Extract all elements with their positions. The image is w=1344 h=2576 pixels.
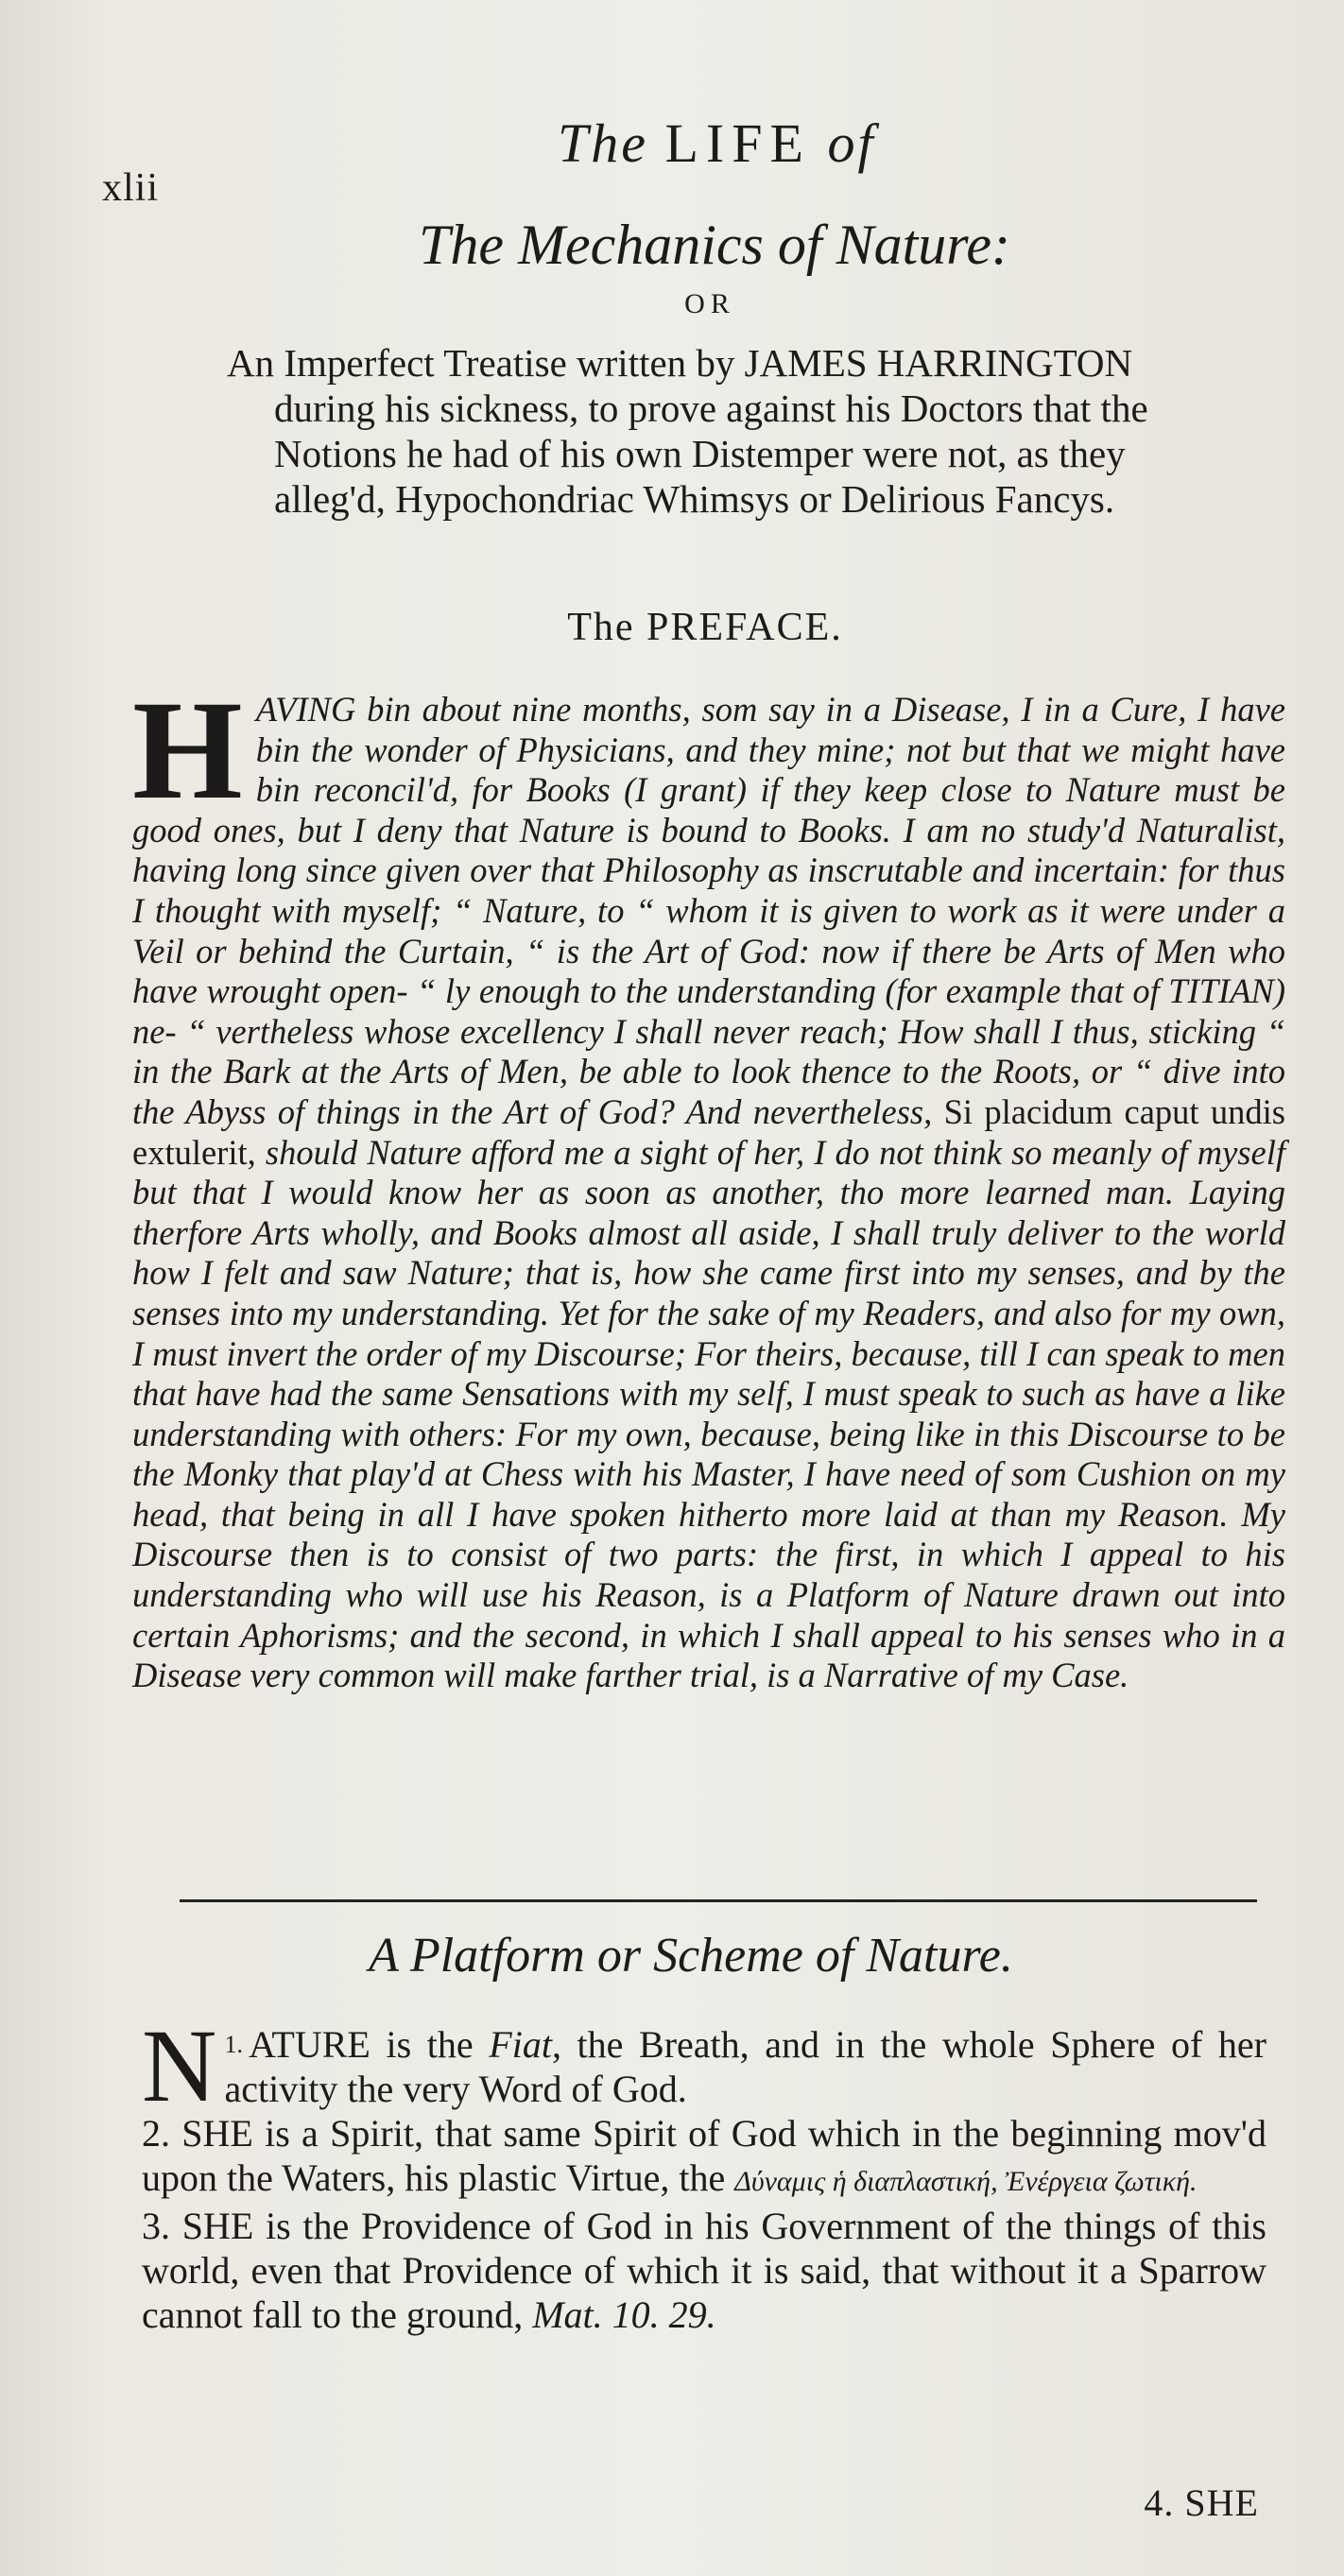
running-head-the: The [558, 112, 648, 174]
preface-text-part2: should Nature afford me a sight of her, I do not think so meanly of myself but that I would know her as soon as another, tho more learned man. Laying therfore Arts wholly, and Books almost all aside, I shall truly deliver to the world how I felt and saw Nature; that is, how she came first into my senses, and by the senses into my understanding. Yet for the sake of my Readers, and also for my own, I must invert the order of my Discourse; For theirs, because, till I can speak to men that have had the same Sensations with my self, I must speak to such as have a like understanding with others: For my own, because, being like in this Discourse to be the Monky that play'd at Chess with his Master, I have need of som Cushion on my head, that being in all I have spoken hitherto more laid at than my Reason. My Discourse then is to consist of two parts: the first, in which I appeal to his understanding who will use his Reason, is a Platform of Nature drawn out into certain Aphorisms; and the second, in which I shall appeal to his senses who in a Disease very common will make farther trial, is a Narrative of my Case. [132, 1132, 1285, 1695]
aphorism-number: 1. [224, 2031, 243, 2058]
aphorism-greek: Δύναμις ἡ διαπλαστική, Ἐνέργεια ζωτική. [734, 2166, 1198, 2197]
aphorism-text: ATURE is the [248, 2023, 490, 2066]
aphorism-dropcap: N [142, 2008, 217, 2123]
running-head-life: LIFE [664, 112, 811, 174]
preface-heading: The PREFACE. [567, 606, 843, 649]
aphorisms-list [142, 2008, 1266, 2337]
subtitle-line: An Imperfect Treatise written by JAMES HARRINGTON [227, 341, 1133, 385]
preface-body [132, 672, 1285, 1696]
preface-dropcap: H [132, 672, 243, 829]
aphorism-2 [142, 2111, 1266, 2204]
platform-heading: A Platform or Scheme of Nature. [369, 1929, 1013, 1983]
aphorism-fiat: Fiat [489, 2023, 552, 2066]
subtitle-line: during his sickness, to prove against his Doctors that the [274, 386, 1148, 430]
preface-latin-quote: Si placidum caput undis extulerit, [132, 1091, 1285, 1172]
running-head-of: of [827, 112, 876, 174]
page-number: xlii [102, 166, 160, 210]
aphorism-text: , the Breath, and in the whole Sphere of her activity the very Word of God. [224, 2023, 1266, 2110]
aphorism-reference: Mat. 10. 29. [532, 2293, 716, 2336]
title-or: OR [684, 288, 735, 319]
aphorism-1 [142, 2008, 1266, 2123]
subtitle-line: alleg'd, Hypochondriac Whimsys or Delirious Fancys. [274, 477, 1115, 521]
treatise-subtitle [217, 340, 1276, 522]
catchword: 4. SHE [1144, 2482, 1259, 2524]
aphorism-text: 3. SHE is the Providence of God in his Government of the things of this world, even that Providence of which it is said, that without it a Sparrow cannot fall to the ground, [142, 2205, 1266, 2336]
subtitle-line: Notions he had of his own Distemper were not, as they [274, 432, 1126, 475]
section-divider [180, 1899, 1257, 1902]
preface-text-part1: AVING bin about nine months, som say in a Disease, I in a Cure, I have bin the wonder of Physicians, and they mine; not but that we might have bin reconcil'd, for Books (I grant) if they keep close to Nature must be good ones, but I deny that Nature is bound to Books. I am no study'd Naturalist, having long since given over that Philosophy as inscrutable and incertain: for thus I thought with myself; “ Nature, to “ whom it is given to work as it were under a Veil or behind the Curtain, “ is the Art of God: now if there be Arts of Men who have wrought open- “ ly enough to the understanding (for example that of TITIAN) ne- “ vertheless whose excellency I shall never reach; How shall I thus, sticking “ in the Bark at the Arts of Men, be able to look thence to the Roots, or “ dive into the Abyss of things in the Art of God? And nevertheless, [132, 690, 1285, 1131]
running-head [558, 112, 876, 175]
aphorism-3 [142, 2204, 1266, 2337]
treatise-title: The Mechanics of Nature: [419, 214, 1010, 276]
aphorism-text: 2. SHE is a Spirit, that same Spirit of God which in the beginning mov'd upon the Waters, his plastic Virtue, the [142, 2112, 1266, 2199]
